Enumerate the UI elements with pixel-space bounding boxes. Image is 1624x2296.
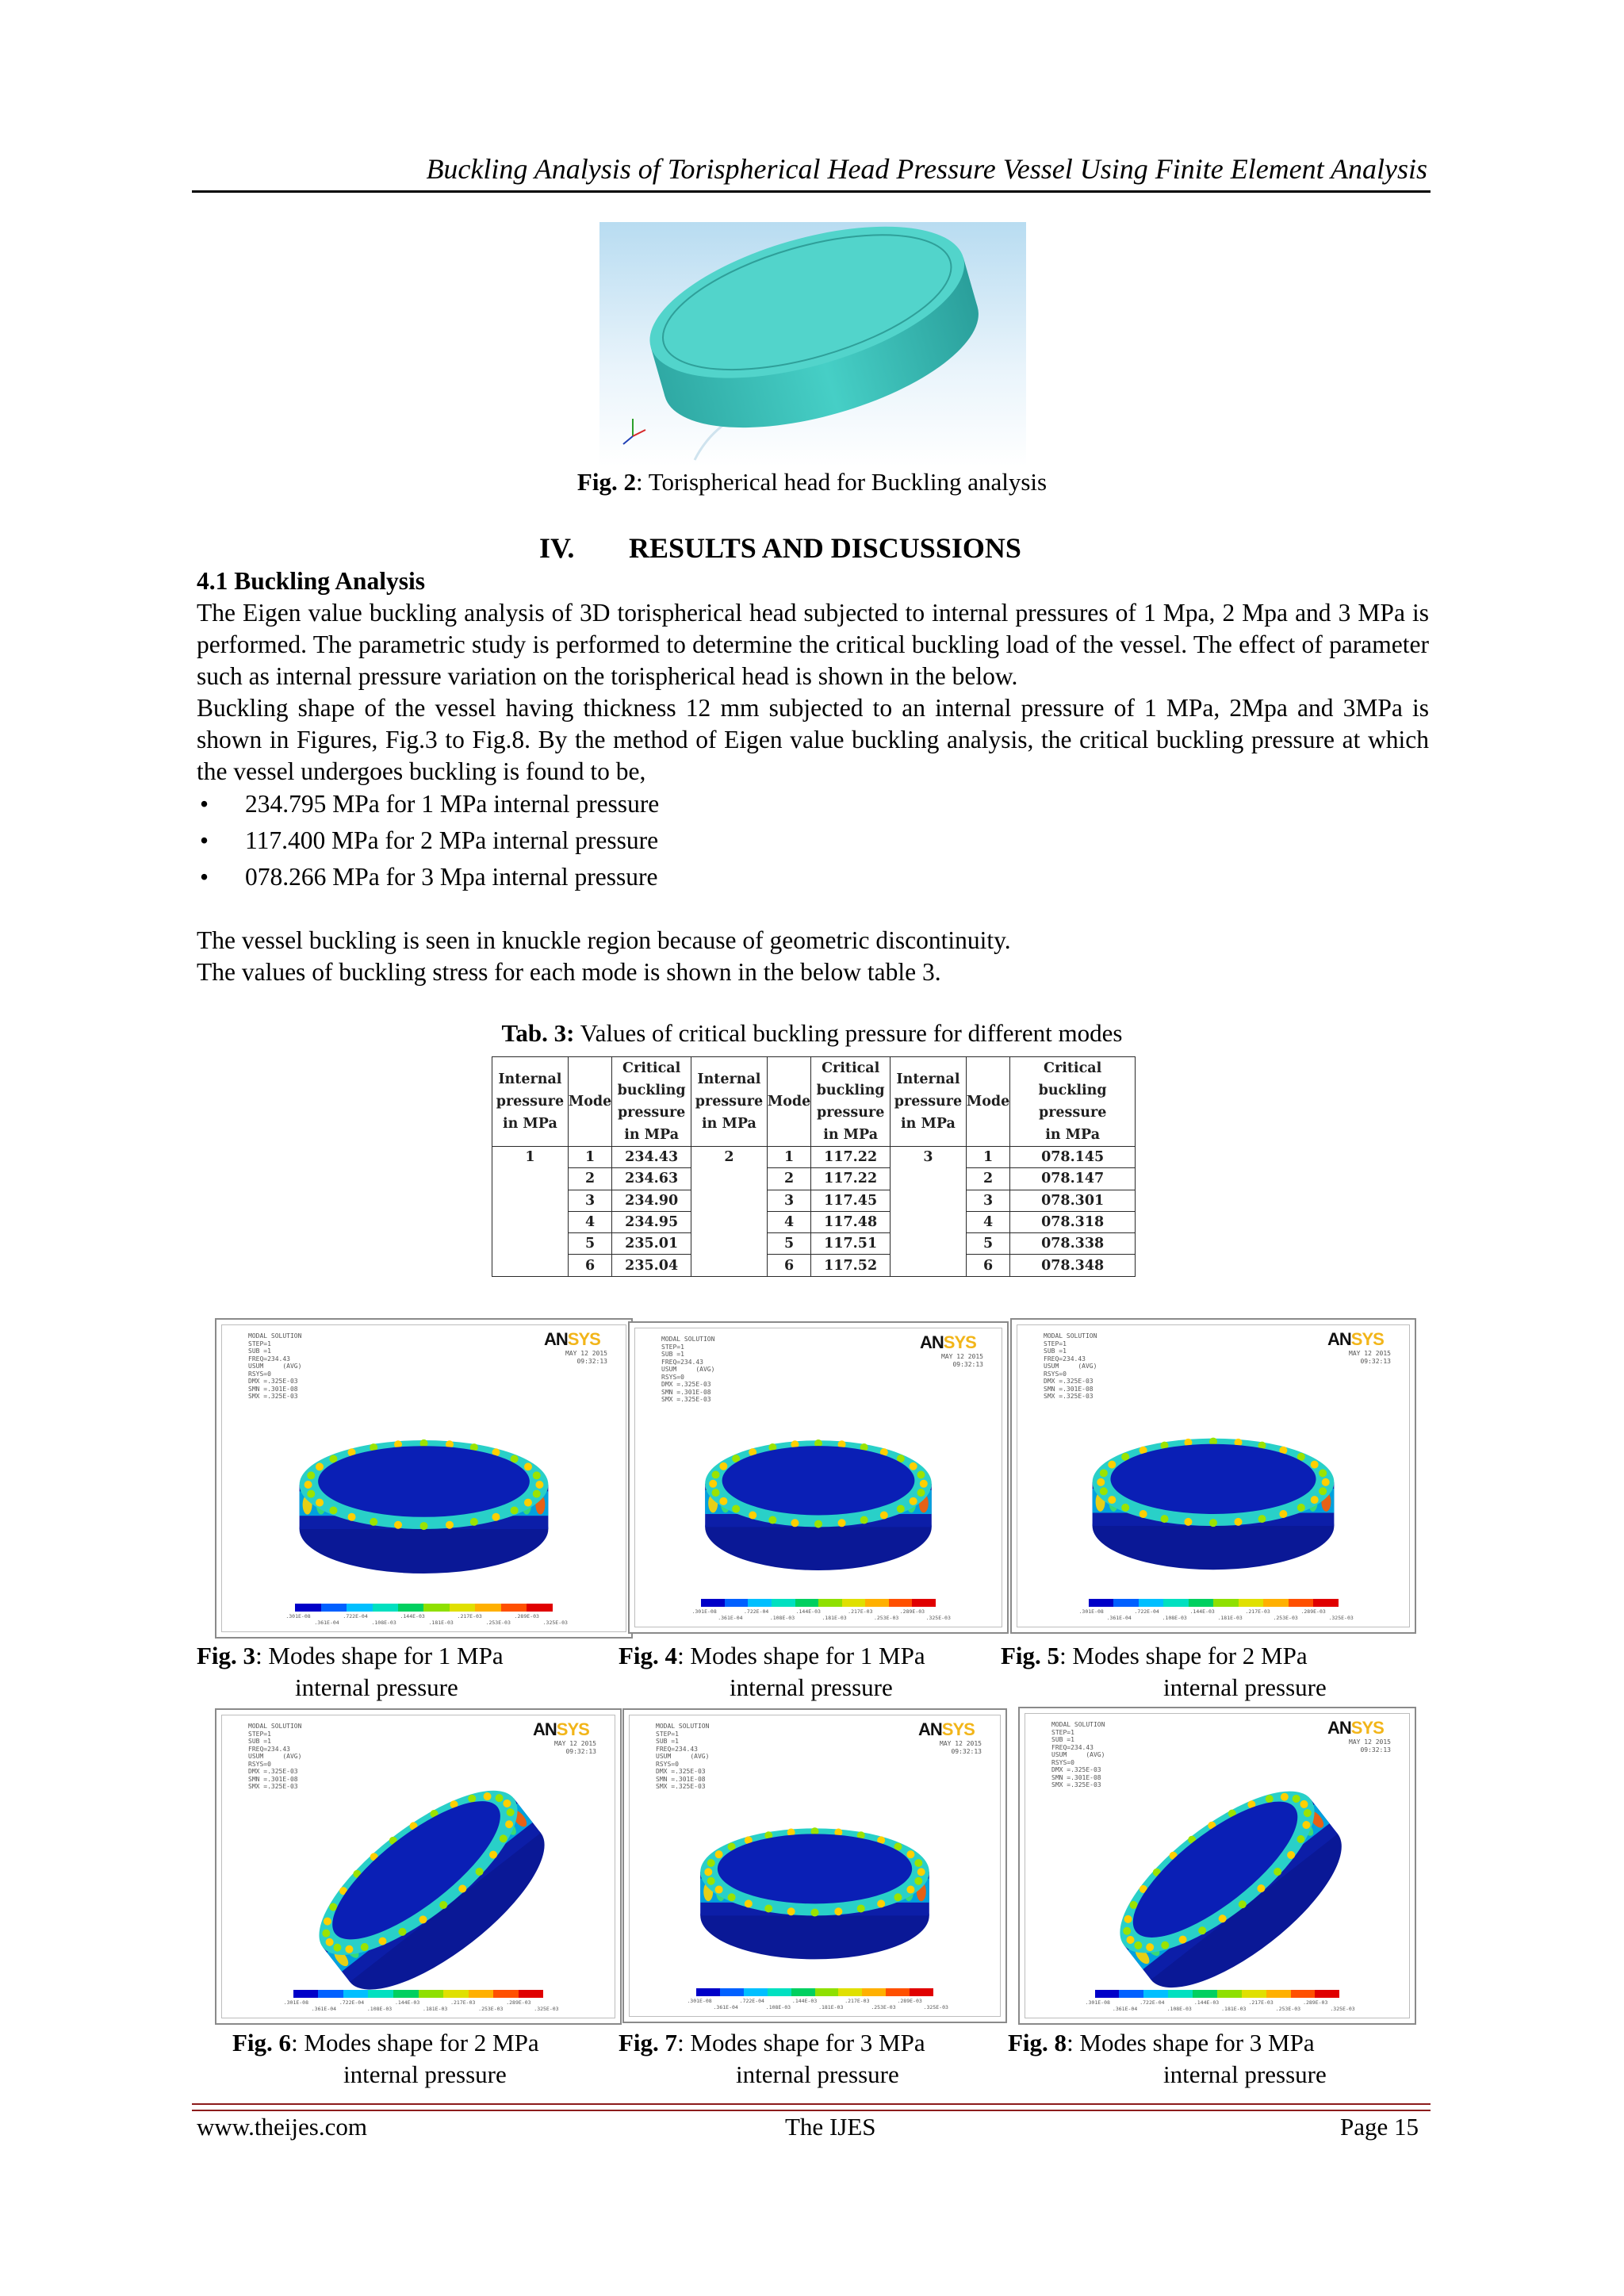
legend-swatch [293,1990,319,1998]
legend-swatch [347,1604,372,1612]
ansys-solution-info: MODAL SOLUTION STEP=1 SUB =1 FREQ=234.43 USUM (AVG) RSYS=0 DMX =.325E-03 SMN =.301E-08 SMX =.325E-03 [248,1723,302,1790]
legend-swatch [1089,1599,1114,1607]
fig4-caption-line2: internal pressure [730,1673,893,1701]
legend-swatch [818,1599,842,1607]
ansys-solution-info: MODAL SOLUTION STEP=1 SUB =1 FREQ=234.43 USUM (AVG) RSYS=0 DMX =.325E-03 SMN =.301E-08 SMX =.325E-03 [1044,1332,1097,1400]
ansys-solution-info: MODAL SOLUTION STEP=1 SUB =1 FREQ=234.43 USUM (AVG) RSYS=0 DMX =.325E-03 SMN =.301E-08 SMX =.325E-03 [1051,1721,1105,1788]
cell-critical-pressure: 078.147 [1010,1168,1136,1190]
legend-swatch [744,1988,768,1996]
cell-critical-pressure: 117.45 [811,1190,891,1211]
fig4-image [628,1321,1009,1634]
fig8-label: Fig. 8 [1008,2029,1067,2056]
legend-tick-label: .301E-08 [687,1998,712,2004]
paragraph-2: Buckling shape of the vessel having thickness 12 mm subjected to an internal pressure of 1 MPa, 2Mpa and 3MPa is shown in Figures, Fig.3 to Fig.8. By the method of Eigen value buckling analysis, the critical buckling pressure at which the vessel undergoes buckling is found to be, [197,694,1429,785]
header-mode: Mode [767,1057,810,1147]
cell-critical-pressure: 078.145 [1010,1147,1136,1168]
legend-tick-label: .253E-03 [478,2006,504,2012]
fig5-image [1010,1318,1416,1634]
legend-swatch [865,1599,889,1607]
legend-tick-label: .144E-03 [394,1999,420,2006]
fig6-label: Fig. 6 [232,2029,292,2056]
cell-critical-pressure: 117.22 [811,1168,891,1190]
fig5-caption-line1: : Modes shape for 2 MPa [1059,1642,1308,1669]
legend-swatch [501,1604,527,1612]
cell-internal-pressure [492,1211,569,1232]
section-title: RESULTS AND DISCUSSIONS [629,532,1021,564]
table-row [492,1211,1136,1232]
ansys-timestamp: MAY 12 2015 09:32:13 [1349,1350,1391,1365]
cell-internal-pressure [891,1190,967,1211]
legend-tick-label: .301E-08 [285,1613,311,1619]
cell-internal-pressure [492,1255,569,1276]
bullet-dot-icon: • [200,863,209,891]
table3 [492,1056,1136,1277]
legend-tick-label: .217E-03 [457,1613,482,1619]
legend-tick-label: .108E-03 [1166,2006,1192,2012]
legend-tick-label: .361E-04 [718,1615,743,1621]
legend-tick-label: .325E-03 [1330,2006,1355,2012]
fig4-label: Fig. 4 [619,1642,678,1669]
legend-tick-label: .181E-03 [1217,1615,1243,1621]
footer-rule [192,2103,1431,2111]
fig6-caption-line1: : Modes shape for 2 MPa [291,2029,539,2056]
legend-tick-label: .217E-03 [450,1999,476,2006]
legend-swatch [889,1599,913,1607]
ansys-logo: ANSYS [920,1332,976,1352]
legend-tick-label: .217E-03 [1248,1999,1274,2006]
buckled-vessel-mode-shape [1020,1708,1415,2023]
bullet-dot-icon: • [200,826,209,854]
footer-url[interactable]: www.theijes.com [197,2113,367,2141]
fig3-label: Fig. 3 [197,1642,256,1669]
table3-caption [0,1019,1624,1048]
buckled-vessel-mode-shape [630,1323,1007,1632]
legend-tick-label: .217E-03 [1245,1608,1270,1615]
fig6-caption-line2: internal pressure [343,2060,507,2088]
cell-critical-pressure: 078.301 [1010,1190,1136,1211]
cell-internal-pressure [492,1168,569,1190]
legend-swatch [1113,1599,1139,1607]
cell-critical-pressure: 234.95 [612,1211,691,1232]
legend-swatch [519,1990,544,1998]
legend-tick-label: .253E-03 [1273,1615,1298,1621]
fig2-image [599,222,1026,466]
paragraph-3: The vessel buckling is seen in knuckle region because of geometric discontinuity. [197,926,1011,954]
cell-internal-pressure: 3 [891,1147,967,1168]
legend-tick-label: .181E-03 [428,1619,454,1626]
torispherical-head-model [599,222,1026,466]
buckled-vessel-mode-shape [216,1710,620,2023]
cell-critical-pressure: 078.348 [1010,1255,1136,1276]
legend-swatch [795,1599,819,1607]
legend-tick-label: .108E-03 [769,1615,795,1621]
legend-tick-label: .722E-04 [1139,1999,1165,2006]
fig3-caption-line2: internal pressure [295,1673,458,1701]
legend-swatch [475,1604,500,1612]
legend-swatch [1291,1990,1316,1998]
cell-critical-pressure: 117.52 [811,1255,891,1276]
fig7-caption-line1: : Modes shape for 3 MPa [677,2029,925,2056]
fig3-caption-line1: : Modes shape for 1 MPa [255,1642,504,1669]
cell-critical-pressure: 235.04 [612,1255,691,1276]
legend-swatch [1266,1990,1291,1998]
buckled-vessel-mode-shape [1012,1320,1415,1632]
cell-mode: 4 [966,1211,1009,1232]
fig5-caption [1001,1640,1308,1672]
legend-swatch [373,1604,398,1612]
cell-internal-pressure [691,1190,768,1211]
cell-critical-pressure: 235.01 [612,1233,691,1255]
fig2-label: Fig. 2 [576,468,636,496]
ansys-timestamp: MAY 12 2015 09:32:13 [940,1740,982,1755]
legend-swatch [1263,1599,1289,1607]
legend-tick-label: .253E-03 [1275,2006,1301,2012]
cell-mode: 1 [966,1147,1009,1168]
cell-critical-pressure: 234.63 [612,1168,691,1190]
cell-mode: 5 [767,1233,810,1255]
legend-tick-label: .253E-03 [871,2004,896,2010]
cell-internal-pressure [891,1168,967,1190]
legend-swatch [1139,1599,1164,1607]
contour-legend-bar [696,1988,933,1996]
cell-internal-pressure [691,1168,768,1190]
legend-swatch [696,1988,720,1996]
fig7-image [622,1708,1007,2023]
legend-tick-label: .289E-03 [1300,1608,1326,1615]
legend-tick-label: .361E-04 [311,2006,337,2012]
cell-mode: 6 [966,1255,1009,1276]
table-header-row [492,1057,1136,1147]
contour-legend-bar [295,1604,552,1612]
legend-tick-label: .144E-03 [795,1608,821,1615]
legend-tick-label: .361E-04 [1106,1615,1132,1621]
header-internal-pressure: Internal pressure in MPa [691,1057,768,1147]
table-row [492,1147,1136,1168]
legend-swatch [815,1988,839,1996]
bullet-text: 078.266 MPa for 3 Mpa internal pressure [245,863,658,891]
legend-tick-label: .289E-03 [1303,1999,1328,2006]
legend-tick-label: .181E-03 [818,2004,844,2010]
buckled-vessel-mode-shape [216,1320,631,1637]
legend-tick-label: .325E-03 [534,2006,559,2012]
cell-critical-pressure: 078.338 [1010,1233,1136,1255]
legend-tick-label: .144E-03 [791,1998,818,2004]
cell-internal-pressure [492,1233,569,1255]
legend-tick-label: .325E-03 [1328,1615,1354,1621]
legend-swatch [1189,1599,1214,1607]
legend-tick-label: .144E-03 [1193,1999,1220,2006]
legend-swatch [419,1990,444,1998]
legend-swatch [393,1990,419,1998]
table3-grid [492,1056,1136,1277]
legend-swatch [1239,1599,1264,1607]
legend-swatch [862,1988,886,1996]
ansys-timestamp: MAY 12 2015 09:32:13 [565,1350,607,1365]
legend-tick-label: .301E-08 [1085,1999,1110,2006]
cell-internal-pressure [691,1255,768,1276]
section-number: IV. [539,532,575,564]
header-critical-buckling-pressure: Critical buckling pressure in MPa [811,1057,891,1147]
legend-swatch [443,1990,469,1998]
fig8-caption-line1: : Modes shape for 3 MPa [1067,2029,1315,2056]
table-row [492,1233,1136,1255]
legend-tick-label: .722E-04 [1134,1608,1159,1615]
legend-swatch [1095,1990,1120,1998]
fig8-caption [1008,2027,1315,2059]
legend-tick-label: .325E-03 [923,2004,948,2010]
cell-mode: 5 [568,1233,611,1255]
contour-legend-bar [293,1990,544,1998]
ansys-timestamp: MAY 12 2015 09:32:13 [1349,1738,1391,1754]
table3-caption-text: Values of critical buckling pressure for different modes [574,1019,1123,1047]
header-mode: Mode [568,1057,611,1147]
cell-internal-pressure [891,1233,967,1255]
cell-critical-pressure: 117.51 [811,1233,891,1255]
cell-critical-pressure: 117.22 [811,1147,891,1168]
legend-swatch [1313,1599,1339,1607]
cell-mode: 3 [767,1190,810,1211]
cell-internal-pressure [691,1211,768,1232]
legend-tick-label: .108E-03 [366,2006,393,2012]
legend-swatch [1193,1990,1217,1998]
legend-swatch [1168,1990,1193,1998]
cell-internal-pressure [492,1190,569,1211]
legend-tick-label: .361E-04 [1112,2006,1138,2012]
legend-swatch [1119,1990,1143,1998]
buckled-vessel-mode-shape [624,1710,1005,2022]
legend-swatch [493,1990,519,1998]
legend-tick-label: .325E-03 [925,1615,951,1621]
contour-legend-bar [701,1599,935,1607]
legend-tick-label: .361E-04 [314,1619,339,1626]
cell-internal-pressure: 1 [492,1147,569,1168]
paragraph-1: The Eigen value buckling analysis of 3D torispherical head subjected to internal pressures of 1 Mpa, 2 Mpa and 3 MPa is performed. The parametric study is performed to determine the critical buckling load of the vessel. The effect of parameter such as internal pressure variation on the torispherical head is shown in the below. [197,599,1429,690]
legend-tick-label: .361E-04 [713,2004,738,2010]
bullet-item [200,826,659,855]
legend-swatch [1163,1599,1189,1607]
header-mode: Mode [966,1057,1009,1147]
cell-critical-pressure: 234.90 [612,1190,691,1211]
fig2-caption-text: : Torispherical head for Buckling analysis [635,468,1048,496]
fig5-label: Fig. 5 [1001,1642,1060,1669]
fig8-image [1018,1707,1416,2025]
ansys-timestamp: MAY 12 2015 09:32:13 [554,1740,596,1755]
legend-tick-label: .301E-08 [1078,1608,1104,1615]
legend-tick-label: .181E-03 [1221,2006,1247,2012]
ansys-logo: ANSYS [533,1719,589,1739]
cell-mode: 4 [568,1211,611,1232]
legend-tick-label: .108E-03 [1162,1615,1187,1621]
legend-tick-label: .289E-03 [506,1999,531,2006]
contour-legend-bar [1089,1599,1339,1607]
fig7-caption-line2: internal pressure [736,2060,899,2088]
legend-swatch [450,1604,475,1612]
legend-swatch [910,1988,933,1996]
legend-swatch [423,1604,449,1612]
fig4-caption [619,1640,925,1672]
fig7-caption [619,2027,925,2059]
bullet-text: 117.400 MPa for 2 MPa internal pressure [245,826,659,854]
cell-internal-pressure [891,1255,967,1276]
fig6-caption [232,2027,539,2059]
ansys-timestamp: MAY 12 2015 09:32:13 [941,1353,983,1368]
legend-swatch [527,1604,552,1612]
table3-label: Tab. 3: [501,1019,575,1047]
cell-critical-pressure: 078.318 [1010,1211,1136,1232]
subsection-title: 4.1 Buckling Analysis [197,567,425,595]
legend-swatch [295,1604,320,1612]
cell-mode: 2 [568,1168,611,1190]
legend-swatch [1289,1599,1314,1607]
table-row [492,1255,1136,1276]
header-rule [192,190,1431,193]
bullet-item [200,863,658,891]
cell-mode: 4 [767,1211,810,1232]
cell-internal-pressure [891,1211,967,1232]
legend-swatch [838,1988,862,1996]
legend-tick-label: .217E-03 [845,1998,870,2004]
legend-tick-label: .289E-03 [899,1608,925,1615]
legend-tick-label: .722E-04 [339,1999,365,2006]
header-critical-buckling-pressure: Critical buckling pressure in MPa [612,1057,691,1147]
legend-swatch [1143,1990,1168,1998]
legend-swatch [469,1990,494,1998]
table-row [492,1168,1136,1190]
table-row [492,1190,1136,1211]
bullet-item [200,790,660,818]
cell-mode: 6 [767,1255,810,1276]
legend-swatch [368,1990,393,1998]
bullet-text: 234.795 MPa for 1 MPa internal pressure [245,790,660,818]
cell-mode: 1 [767,1147,810,1168]
legend-tick-label: .181E-03 [822,1615,847,1621]
legend-swatch [720,1988,744,1996]
legend-swatch [842,1599,866,1607]
legend-swatch [318,1990,343,1998]
contour-legend-bar [1095,1990,1340,1998]
legend-swatch [701,1599,725,1607]
legend-swatch [912,1599,936,1607]
legend-swatch [748,1599,772,1607]
cell-mode: 1 [568,1147,611,1168]
footer-journal: The IJES [785,2113,876,2141]
cell-mode: 3 [966,1190,1009,1211]
legend-swatch [343,1990,369,1998]
legend-tick-label: .144E-03 [1189,1608,1215,1615]
legend-swatch [321,1604,347,1612]
legend-tick-label: .289E-03 [514,1613,539,1619]
legend-swatch [886,1988,910,1996]
legend-swatch [1315,1990,1339,1998]
legend-swatch [1213,1599,1239,1607]
legend-swatch [1242,1990,1266,1998]
cell-critical-pressure: 234.43 [612,1147,691,1168]
cell-mode: 5 [966,1233,1009,1255]
header-internal-pressure: Internal pressure in MPa [891,1057,967,1147]
fig4-caption-line1: : Modes shape for 1 MPa [677,1642,925,1669]
legend-tick-label: .253E-03 [485,1619,511,1626]
cell-critical-pressure: 117.48 [811,1211,891,1232]
ansys-logo: ANSYS [918,1719,975,1739]
paragraph-4: The values of buckling stress for each mode is shown in the below table 3. [197,958,941,986]
cell-mode: 2 [767,1168,810,1190]
fig6-image [215,1708,622,2025]
legend-tick-label: .301E-08 [283,1999,309,2006]
legend-tick-label: .108E-03 [765,2004,791,2010]
fig3-caption [197,1640,561,1672]
ansys-solution-info: MODAL SOLUTION STEP=1 SUB =1 FREQ=234.43 USUM (AVG) RSYS=0 DMX =.325E-03 SMN =.301E-08 SMX =.325E-03 [248,1332,302,1400]
legend-tick-label: .325E-03 [542,1619,568,1626]
footer-page-number: Page 15 [1340,2113,1419,2141]
cell-mode: 3 [568,1190,611,1211]
running-title: Buckling Analysis of Torispherical Head Pressure Vessel Using Finite Element Analysis [426,153,1427,185]
legend-tick-label: .181E-03 [423,2006,448,2012]
cell-mode: 2 [966,1168,1009,1190]
legend-swatch [398,1604,423,1612]
legend-swatch [768,1988,791,1996]
ansys-solution-info: MODAL SOLUTION STEP=1 SUB =1 FREQ=234.43 USUM (AVG) RSYS=0 DMX =.325E-03 SMN =.301E-08 SMX =.325E-03 [661,1336,715,1403]
legend-swatch [791,1988,815,1996]
legend-tick-label: .301E-08 [691,1608,717,1615]
legend-tick-label: .144E-03 [400,1613,425,1619]
legend-swatch [772,1599,795,1607]
cell-mode: 6 [568,1255,611,1276]
legend-tick-label: .722E-04 [744,1608,769,1615]
header-internal-pressure: Internal pressure in MPa [492,1057,569,1147]
ansys-logo: ANSYS [1327,1329,1384,1349]
cell-internal-pressure: 2 [691,1147,768,1168]
ansys-logo: ANSYS [1327,1718,1384,1738]
ansys-logo: ANSYS [544,1329,600,1349]
fig8-caption-line2: internal pressure [1163,2060,1327,2088]
legend-tick-label: .217E-03 [848,1608,873,1615]
bullet-dot-icon: • [200,790,209,818]
legend-tick-label: .289E-03 [897,1998,922,2004]
legend-tick-label: .722E-04 [343,1613,368,1619]
fig3-image [215,1318,633,1639]
legend-tick-label: .722E-04 [739,1998,764,2004]
cell-internal-pressure [691,1233,768,1255]
ansys-solution-info: MODAL SOLUTION STEP=1 SUB =1 FREQ=234.43 USUM (AVG) RSYS=0 DMX =.325E-03 SMN =.301E-08 SMX =.325E-03 [656,1723,710,1790]
fig5-caption-line2: internal pressure [1163,1673,1327,1701]
legend-swatch [1217,1990,1242,1998]
legend-swatch [725,1599,749,1607]
fig2-caption [0,468,1624,496]
legend-tick-label: .108E-03 [371,1619,396,1626]
fig7-label: Fig. 7 [619,2029,678,2056]
legend-tick-label: .253E-03 [873,1615,899,1621]
header-critical-buckling-pressure: Critical buckling pressure in MPa [1010,1057,1136,1147]
